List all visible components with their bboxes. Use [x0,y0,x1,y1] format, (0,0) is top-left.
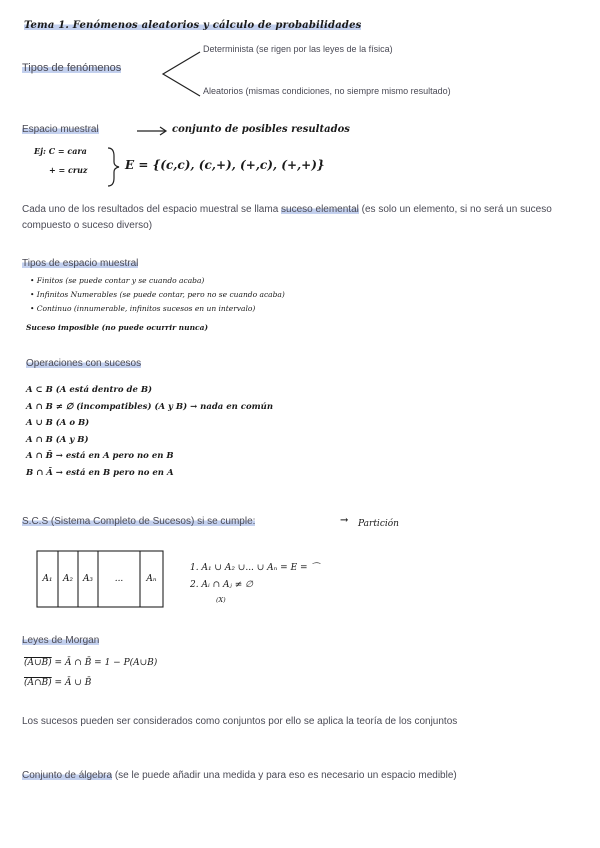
parrafo-conjuntos: Los sucesos pueden ser considerados como conjuntos por ello se aplica la teoría de los conjuntos [22,716,458,727]
morgan-ley-1-left: (A∪B) [24,658,52,668]
fenomeno-determinista: Determinista (se rigen por las leyes de la física) [203,44,393,54]
scs-condicion-2-note: (X) [216,596,226,604]
espacio-muestral-set: E = {(c,c), (c,+), (+,c), (+,+)} [125,158,325,172]
ejemplo-cara: Ej: C = cara [34,146,87,156]
operaciones-list [26,382,273,481]
tipos-espacio-heading: Tipos de espacio muestral [22,258,139,269]
partition-cell-an: Aₙ [146,574,157,584]
scs-condicion-2: 2. Aᵢ ∩ Aⱼ ≠ ∅ [190,580,253,590]
fenomeno-aleatorio: Aleatorios (mismas condiciones, no siempre mismo resultado) [203,86,451,96]
parrafo1-post: (es solo un elemento, si no será un suceso compuesto o suceso diverso) [22,204,552,231]
algebra-rest: (se le puede añadir una medida y para eso es necesario un espacio medible) [112,770,457,781]
scs-particion: Partición [358,519,399,529]
morgan-ley-1 [24,658,157,668]
op-interseccion: A ∩ B (A y B) [26,434,89,445]
op-b-no-a: B ∩ Ā → está en B pero no en A [26,467,174,478]
algebra-term: Conjunto de álgebra [22,770,113,781]
morgan-heading: Leyes de Morgan [22,635,100,646]
scs-condicion-1: 1. A₁ ∪ A₂ ∪... ∪ Aₙ = E = ⌒ [190,563,320,573]
parrafo-suceso-elemental [22,202,567,234]
morgan-ley-2 [24,678,91,688]
op-a-no-b: A ∩ B̄ → está en A pero no en B [26,451,174,461]
morgan-ley-1-right: = Ā ∩ B̄ = 1 − P(A∪B) [51,658,158,668]
partition-cell-a2: A₂ [62,574,74,584]
scs-heading: S.C.S (Sistema Completo de Sucesos) si se cumple: [22,516,256,527]
espacio-muestral-def: conjunto de posibles resultados [172,124,350,135]
tipo-infinito-numerable: • Infinitos Numerables (se puede contar, pero no se cuando acaba) [30,290,285,299]
tipo-finito: • Finitos (se puede contar y se cuando acaba) [30,276,205,285]
fenomenos-label: Tipos de fenómenos [22,62,122,74]
espacio-muestral-label: Espacio muestral [22,124,99,135]
partition-cell-a3: A₃ [82,574,94,584]
parrafo1-pre: Cada uno de los resultados del espacio muestral se llama [22,204,282,215]
partition-cell-dots: ... [114,574,124,584]
page-title: Tema 1. Fenómenos aleatorios y cálculo de probabilidades [24,20,362,31]
partition-cell-a1: A₁ [42,574,53,584]
ejemplo-cruz: + = cruz [49,165,88,175]
morgan-ley-2-left: (A∩B) [24,678,52,688]
op-incompatibles: A ∩ B ≠ ∅ (incompatibles) (A y B) → nada en común [26,401,274,412]
tipo-continuo: • Continuo (innumerable, infinitos sucesos en un intervalo) [30,304,256,313]
algebra-line [22,770,457,781]
tipos-list [30,274,285,316]
operaciones-heading: Operaciones con sucesos [26,358,142,369]
suceso-elemental-term: suceso elemental [281,204,359,215]
op-contenido: A ⊂ B (A está dentro de B) [26,385,153,395]
suceso-imposible: Suceso imposible (no puede ocurrir nunca) [26,323,209,332]
scs-arrow: → [340,515,349,526]
morgan-ley-2-right: = Ā ∪ B̄ [51,678,92,688]
op-union: A ∪ B (A o B) [26,418,90,428]
